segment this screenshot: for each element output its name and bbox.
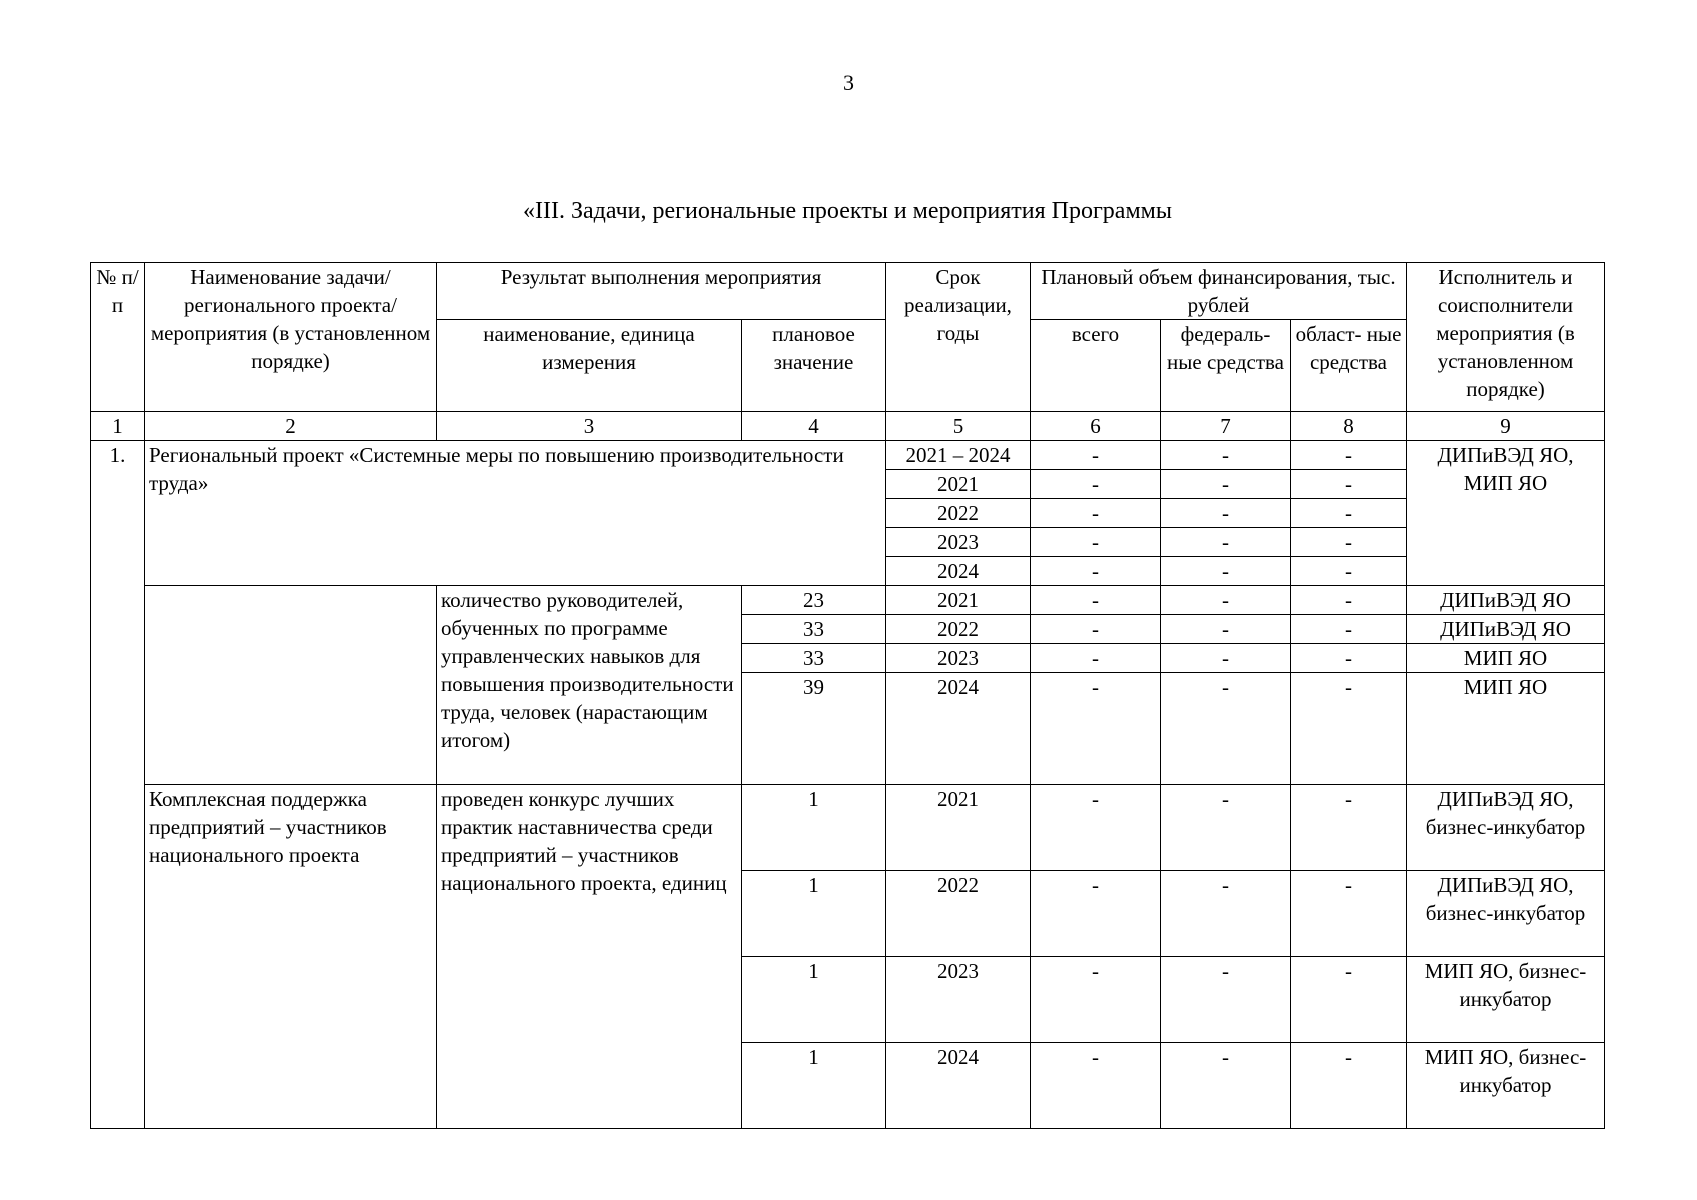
finance-total: -	[1031, 528, 1161, 557]
finance-regional: -	[1291, 871, 1407, 957]
finance-federal: -	[1161, 586, 1291, 615]
column-number: 4	[742, 412, 886, 441]
activity-row	[91, 785, 1605, 871]
header-result-name: наименование, единица измерения	[437, 320, 742, 412]
finance-federal: -	[1161, 470, 1291, 499]
finance-regional: -	[1291, 470, 1407, 499]
finance-regional: -	[1291, 957, 1407, 1043]
row-executor: МИП ЯО	[1407, 644, 1605, 673]
header-number: № п/п	[91, 263, 145, 412]
finance-total: -	[1031, 441, 1161, 470]
finance-federal: -	[1161, 785, 1291, 871]
column-number: 7	[1161, 412, 1291, 441]
finance-total: -	[1031, 615, 1161, 644]
finance-total: -	[1031, 470, 1161, 499]
project-name: Региональный проект «Системные меры по повышению производительности труда»	[145, 441, 886, 586]
planned-value: 33	[742, 615, 886, 644]
finance-federal: -	[1161, 557, 1291, 586]
finance-regional: -	[1291, 586, 1407, 615]
row-executor: МИП ЯО, бизнес-инкубатор	[1407, 957, 1605, 1043]
page-number: 3	[843, 70, 854, 95]
finance-regional: -	[1291, 557, 1407, 586]
finance-federal: -	[1161, 644, 1291, 673]
row-executor: ДИПиВЭД ЯО	[1407, 615, 1605, 644]
column-number: 3	[437, 412, 742, 441]
period-year: 2023	[886, 644, 1031, 673]
finance-regional: -	[1291, 615, 1407, 644]
finance-total: -	[1031, 499, 1161, 528]
period-year: 2022	[886, 615, 1031, 644]
planned-value: 23	[742, 586, 886, 615]
column-number: 8	[1291, 412, 1407, 441]
activity-name: Комплексная поддержка предприятий – участников национального проекта	[145, 785, 437, 1129]
finance-regional: -	[1291, 673, 1407, 785]
planned-value: 1	[742, 1043, 886, 1129]
column-numbers-row	[91, 412, 1605, 441]
finance-federal: -	[1161, 1043, 1291, 1129]
period-year: 2022	[886, 871, 1031, 957]
finance-federal: -	[1161, 499, 1291, 528]
row-executor: ДИПиВЭД ЯО, бизнес-инкубатор	[1407, 785, 1605, 871]
finance-federal: -	[1161, 957, 1291, 1043]
row-executor: МИП ЯО, бизнес-инкубатор	[1407, 1043, 1605, 1129]
row-executor: МИП ЯО	[1407, 673, 1605, 785]
period-year: 2021	[886, 470, 1031, 499]
finance-total: -	[1031, 557, 1161, 586]
program-table	[90, 262, 1605, 1129]
header-total: всего	[1031, 320, 1161, 412]
period-year: 2021	[886, 586, 1031, 615]
header-period: Срок реализации, годы	[886, 263, 1031, 412]
period-year: 2022	[886, 499, 1031, 528]
finance-total: -	[1031, 957, 1161, 1043]
planned-value: 1	[742, 957, 886, 1043]
header-regional: област- ные средства	[1291, 320, 1407, 412]
finance-total: -	[1031, 1043, 1161, 1129]
indicator-task-empty	[145, 586, 437, 785]
column-number: 2	[145, 412, 437, 441]
project-executor: ДИПиВЭД ЯО, МИП ЯО	[1407, 441, 1605, 586]
finance-federal: -	[1161, 673, 1291, 785]
finance-regional: -	[1291, 528, 1407, 557]
indicator-name: количество руководителей, обученных по программе управленческих навыков для повышения производительности труда, человек (нарастающим итогом)	[437, 586, 742, 785]
header-federal: федераль- ные средства	[1161, 320, 1291, 412]
period-year: 2024	[886, 1043, 1031, 1129]
finance-federal: -	[1161, 615, 1291, 644]
finance-regional: -	[1291, 644, 1407, 673]
project-row	[91, 441, 1605, 470]
period-year: 2021	[886, 785, 1031, 871]
column-number: 1	[91, 412, 145, 441]
period-year: 2023	[886, 528, 1031, 557]
period-year: 2023	[886, 957, 1031, 1043]
period-year: 2021 – 2024	[886, 441, 1031, 470]
planned-value: 1	[742, 871, 886, 957]
finance-total: -	[1031, 673, 1161, 785]
indicator-row	[91, 586, 1605, 615]
planned-value: 33	[742, 644, 886, 673]
period-year: 2024	[886, 557, 1031, 586]
column-number: 9	[1407, 412, 1605, 441]
finance-total: -	[1031, 871, 1161, 957]
finance-regional: -	[1291, 499, 1407, 528]
planned-value: 39	[742, 673, 886, 785]
planned-value: 1	[742, 785, 886, 871]
row-executor: ДИПиВЭД ЯО	[1407, 586, 1605, 615]
finance-total: -	[1031, 644, 1161, 673]
period-year: 2024	[886, 673, 1031, 785]
header-task-name: Наименование задачи/ регионального проекта/ мероприятия (в установленном порядке)	[145, 263, 437, 412]
header-finance-group: Плановый объем финансирования, тыс. рублей	[1031, 263, 1407, 320]
finance-federal: -	[1161, 441, 1291, 470]
header-result-group: Результат выполнения мероприятия	[437, 263, 886, 320]
finance-regional: -	[1291, 785, 1407, 871]
finance-total: -	[1031, 785, 1161, 871]
finance-federal: -	[1161, 528, 1291, 557]
row-executor: ДИПиВЭД ЯО, бизнес-инкубатор	[1407, 871, 1605, 957]
finance-regional: -	[1291, 441, 1407, 470]
column-number: 6	[1031, 412, 1161, 441]
header-row-1	[91, 263, 1605, 320]
project-number: 1.	[91, 441, 145, 1129]
finance-total: -	[1031, 586, 1161, 615]
finance-federal: -	[1161, 871, 1291, 957]
activity-result-name: проведен конкурс лучших практик наставничества среди предприятий – участников национального проекта, единиц	[437, 785, 742, 1129]
column-number: 5	[886, 412, 1031, 441]
finance-regional: -	[1291, 1043, 1407, 1129]
section-title: «III. Задачи, региональные проекты и мероприятия Программы	[523, 198, 1172, 224]
header-executor: Исполнитель и соисполнители мероприятия (в установленном порядке)	[1407, 263, 1605, 412]
header-planned-value: плановое значение	[742, 320, 886, 412]
